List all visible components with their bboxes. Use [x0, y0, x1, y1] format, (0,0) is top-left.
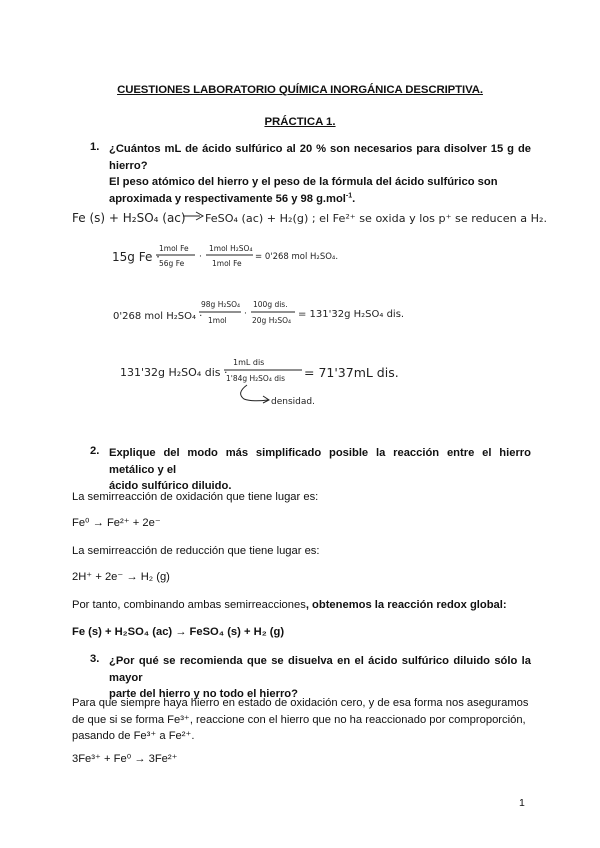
hw-calc1-lead: 15g Fe · — [112, 250, 160, 264]
question-3-number: 3. — [90, 653, 100, 665]
answer-line-3: pasando de Fe³⁺ a Fe²⁺. — [72, 730, 195, 742]
question-1-line-3-end: . — [352, 192, 356, 205]
hw-calc2-result: = 131'32g H₂SO₄ dis. — [298, 309, 405, 320]
combine-sentence — [72, 597, 507, 614]
question-1-line-3-text: aproximada y respectivamente 56 y 98 g.mol — [109, 192, 346, 205]
hw-reaction-right: FeSO₄ (ac) + H₂(g) ; el Fe²⁺ se oxida y los p⁺ se reducen a H₂. — [205, 213, 547, 225]
oxidation-equation: Fe⁰ → Fe²⁺ + 2e⁻ — [72, 517, 161, 529]
hw-calc1-f2-den: 1mol Fe — [212, 259, 242, 268]
hw-calc3-note: densidad. — [271, 397, 315, 407]
hw-calc3-f1-num: 1mL dis — [233, 358, 265, 367]
hw-density-arrow — [241, 385, 268, 401]
document-title: CUESTIONES LABORATORIO QUÍMICA INORGÁNICA DESCRIPTIVA. — [117, 84, 483, 96]
combine-bold: , obtenemos la reacción redox global: — [305, 599, 507, 611]
hw-calc3-lead: 131'32g H₂SO₄ dis · — [120, 366, 228, 379]
handwritten-answer — [0, 192, 600, 415]
page-number: 1 — [519, 797, 525, 809]
question-2-line-1: Explique del modo más simplificado posible la reacción entre el hierro metálico y el — [109, 447, 531, 476]
hw-calc1-f1-den: 56g Fe — [159, 259, 185, 268]
answer-line-1: Para que siempre haya hierro en estado de oxidación cero, y de esa forma nos aseguramos — [72, 697, 529, 709]
hw-calc3-result: = 71'37mL dis. — [304, 365, 399, 380]
hw-calc2-dot: · — [244, 309, 247, 319]
question-3-line-1: ¿Por qué se recomienda que se disuelva en el ácido sulfúrico diluido sólo la mayor — [109, 655, 531, 684]
question-3-answer — [72, 695, 532, 745]
question-2-line-2: ácido sulfúrico diluido. — [109, 480, 232, 492]
comproportion-equation: 3Fe³⁺ + Fe⁰ → 3Fe²⁺ — [72, 753, 178, 765]
hw-calc1-f1-num: 1mol Fe — [159, 244, 189, 253]
reduction-equation: 2H⁺ + 2e⁻ → H₂ (g) — [72, 571, 170, 583]
hw-density-arrow-head — [263, 396, 269, 403]
hw-calc1-result: = 0'268 mol H₂SO₄. — [255, 252, 339, 262]
combine-plain: Por tanto, combinando ambas semirreacciones — [72, 599, 306, 611]
question-1-line-3-sup: -1 — [345, 191, 353, 199]
reduction-intro: La semirreacción de reducción que tiene lugar es: — [72, 545, 320, 557]
hw-calc3-f1-den: 1'84g H₂SO₄ dis — [226, 374, 285, 383]
hw-calc2-f1-den: 1mol — [208, 316, 227, 325]
hw-calc1-f2-num: 1mol H₂SO₄ — [209, 244, 253, 253]
question-2-text — [109, 445, 531, 495]
hw-reaction-left: Fe (s) + H₂SO₄ (ac) — [72, 211, 186, 225]
hw-calc1-dot: · — [199, 252, 202, 262]
question-1-line-2: El peso atómico del hierro y el peso de la fórmula del ácido sulfúrico son — [109, 176, 498, 188]
global-equation: Fe (s) + H₂SO₄ (ac) → FeSO₄ (s) + H₂ (g) — [72, 626, 285, 638]
hw-calc2-lead: 0'268 mol H₂SO₄ · — [113, 311, 203, 322]
hw-calc2-f2-num: 100g dis. — [253, 300, 288, 309]
question-3-line-2: parte del hierro y no todo el hierro? — [109, 688, 298, 700]
oxidation-intro: La semirreacción de oxidación que tiene lugar es: — [72, 491, 319, 503]
practice-subtitle: PRÁCTICA 1. — [264, 116, 336, 128]
hw-calc2-f1-num: 98g H₂SO₄ — [201, 300, 241, 309]
question-1-number: 1. — [90, 141, 100, 153]
question-1-line-1: ¿Cuántos mL de ácido sulfúrico al 20 % son necesarios para disolver 15 g de hierro? — [109, 143, 531, 172]
answer-line-2: de que si se forma Fe³⁺, reaccione con el hierro que no ha reaccionado por comproporción, — [72, 713, 526, 726]
hw-calc2-f2-den: 20g H₂SO₄ — [252, 316, 292, 325]
question-2-number: 2. — [90, 445, 100, 457]
